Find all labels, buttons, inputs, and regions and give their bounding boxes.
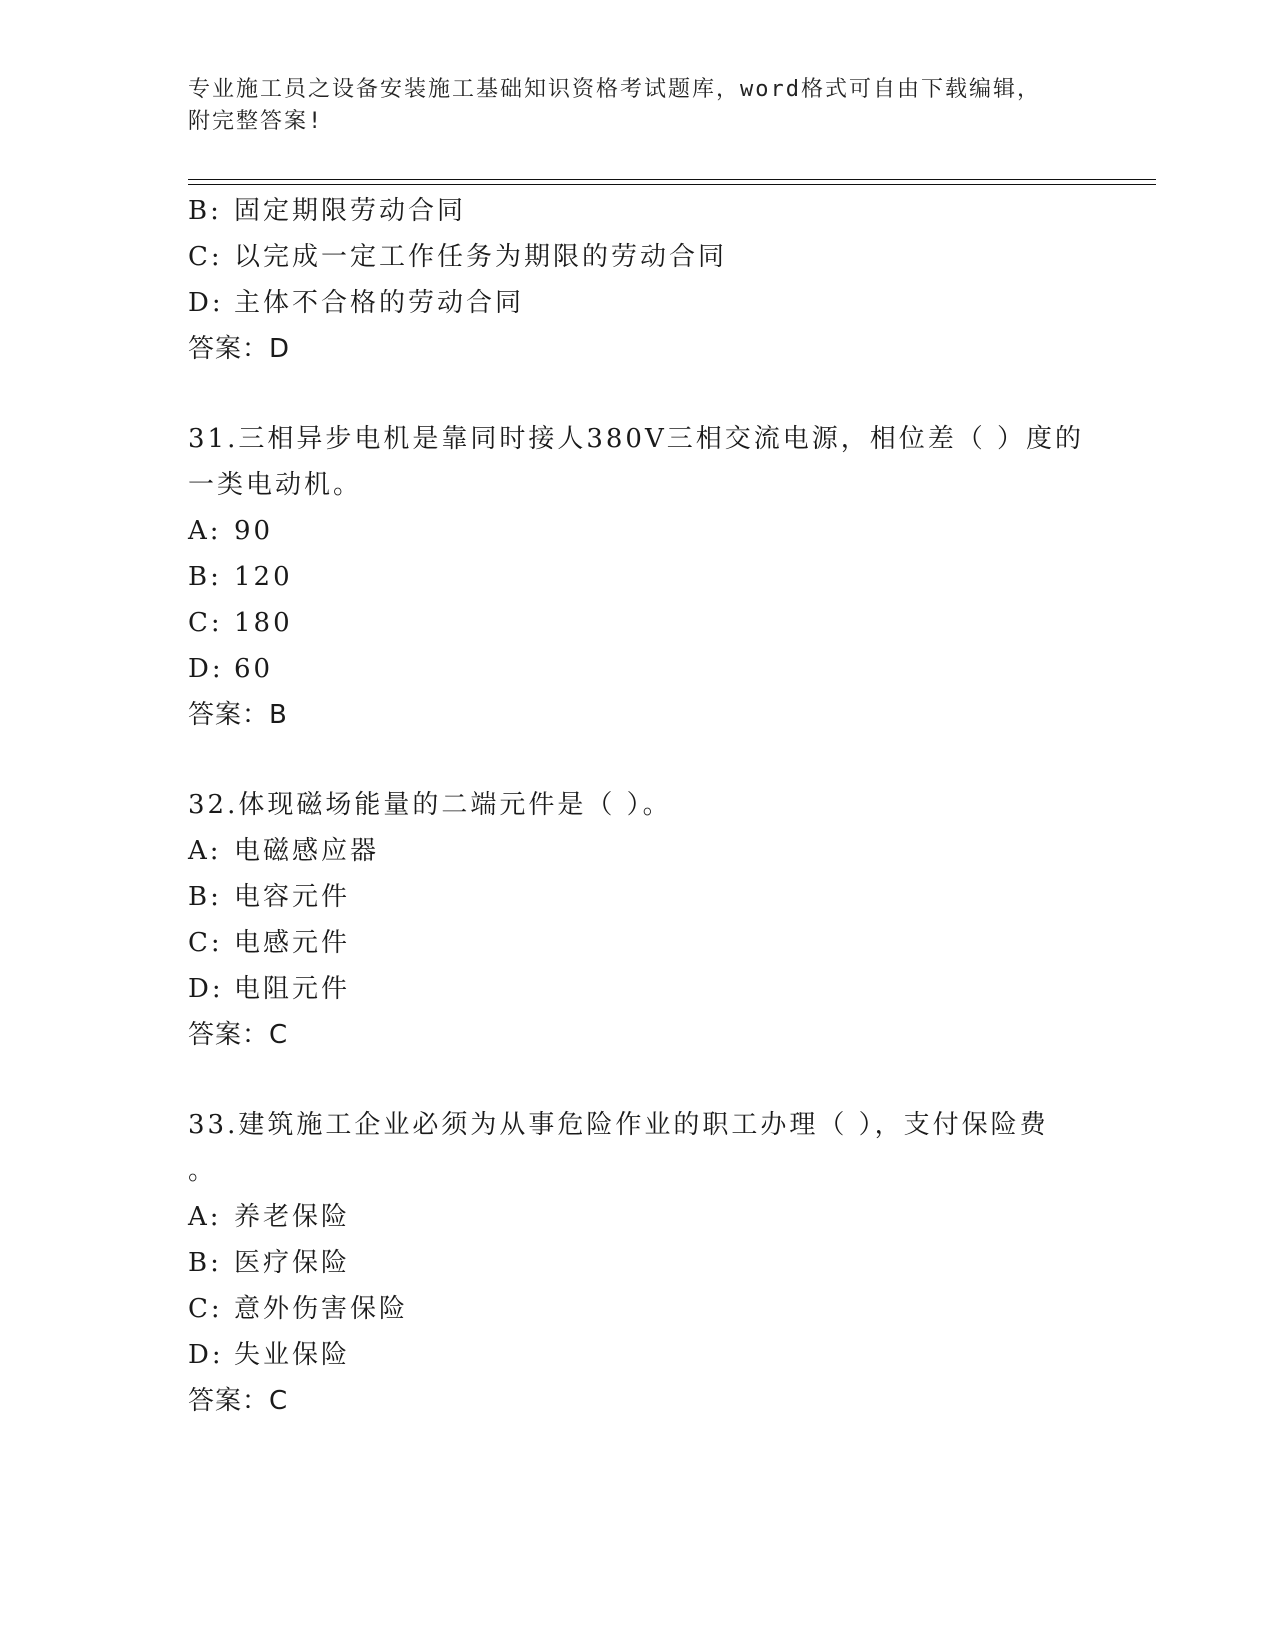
question-stem-line: 32.体现磁场能量的二端元件是（ ）。 [188, 790, 672, 820]
option-letter: C: [188, 1294, 223, 1324]
question-30-continuation [188, 188, 1088, 372]
option-letter: D: [188, 974, 224, 1004]
option-letter: A: [188, 836, 222, 866]
option-letter: B: [188, 1248, 222, 1278]
question-33 [188, 1102, 1088, 1424]
option-letter: B: [188, 882, 222, 912]
option-text: 120 [234, 562, 293, 592]
option-letter: B: [188, 562, 222, 592]
option-letter: C: [188, 928, 223, 958]
question-31 [188, 416, 1088, 738]
option-text: 意外伤害保险 [234, 1294, 409, 1324]
header-rule-thick [188, 179, 1156, 180]
option-d [188, 280, 1088, 326]
option-a [188, 1194, 1088, 1240]
option-text: 60 [234, 654, 274, 684]
option-letter: C: [188, 242, 223, 272]
option-text: 以完成一定工作任务为期限的劳动合同 [234, 242, 728, 272]
option-letter: C: [188, 608, 223, 638]
option-b [188, 874, 1088, 920]
option-d [188, 1332, 1088, 1378]
option-text: 180 [234, 608, 293, 638]
option-d [188, 646, 1088, 692]
answer-line: 答案：D [188, 334, 291, 364]
header-line-1: 专业施工员之设备安装施工基础知识资格考试题库，word格式可自由下载编辑， [188, 77, 1041, 102]
option-letter: D: [188, 1340, 224, 1370]
option-text: 主体不合格的劳动合同 [234, 288, 525, 318]
question-32 [188, 782, 1088, 1058]
option-c [188, 920, 1088, 966]
option-text: 电阻元件 [234, 974, 351, 1004]
option-letter: A: [188, 1202, 222, 1232]
option-b [188, 554, 1088, 600]
document-body [188, 188, 1088, 1424]
option-text: 失业保险 [234, 1340, 351, 1370]
option-letter: B: [188, 196, 222, 226]
option-text: 电磁感应器 [234, 836, 380, 866]
question-stem-line: 一类电动机。 [188, 470, 363, 500]
option-c [188, 1286, 1088, 1332]
question-stem-line: 31.三相异步电机是靠同时接人380V三相交流电源，相位差（ ）度的 [188, 424, 1085, 454]
option-text: 养老保险 [234, 1202, 351, 1232]
option-letter: D: [188, 654, 224, 684]
option-text: 医疗保险 [234, 1248, 351, 1278]
option-letter: D: [188, 288, 224, 318]
option-a [188, 828, 1088, 874]
question-stem-line: 。 [188, 1156, 218, 1186]
option-text: 固定期限劳动合同 [234, 196, 467, 226]
header-line-2: 附完整答案! [188, 109, 324, 134]
option-c [188, 600, 1088, 646]
option-text: 90 [234, 516, 274, 546]
option-d [188, 966, 1088, 1012]
header-rule-thin [188, 184, 1156, 185]
option-text: 电容元件 [234, 882, 351, 912]
option-b [188, 1240, 1088, 1286]
answer-line: 答案：C [188, 1386, 289, 1416]
answer-line: 答案：B [188, 700, 288, 730]
document-header [188, 74, 1068, 138]
option-text: 电感元件 [234, 928, 351, 958]
answer-line: 答案：C [188, 1020, 289, 1050]
option-letter: A: [188, 516, 222, 546]
option-b [188, 188, 1088, 234]
option-c [188, 234, 1088, 280]
option-a [188, 508, 1088, 554]
question-stem-line: 33.建筑施工企业必须为从事危险作业的职工办理（ ），支付保险费 [188, 1110, 1049, 1140]
